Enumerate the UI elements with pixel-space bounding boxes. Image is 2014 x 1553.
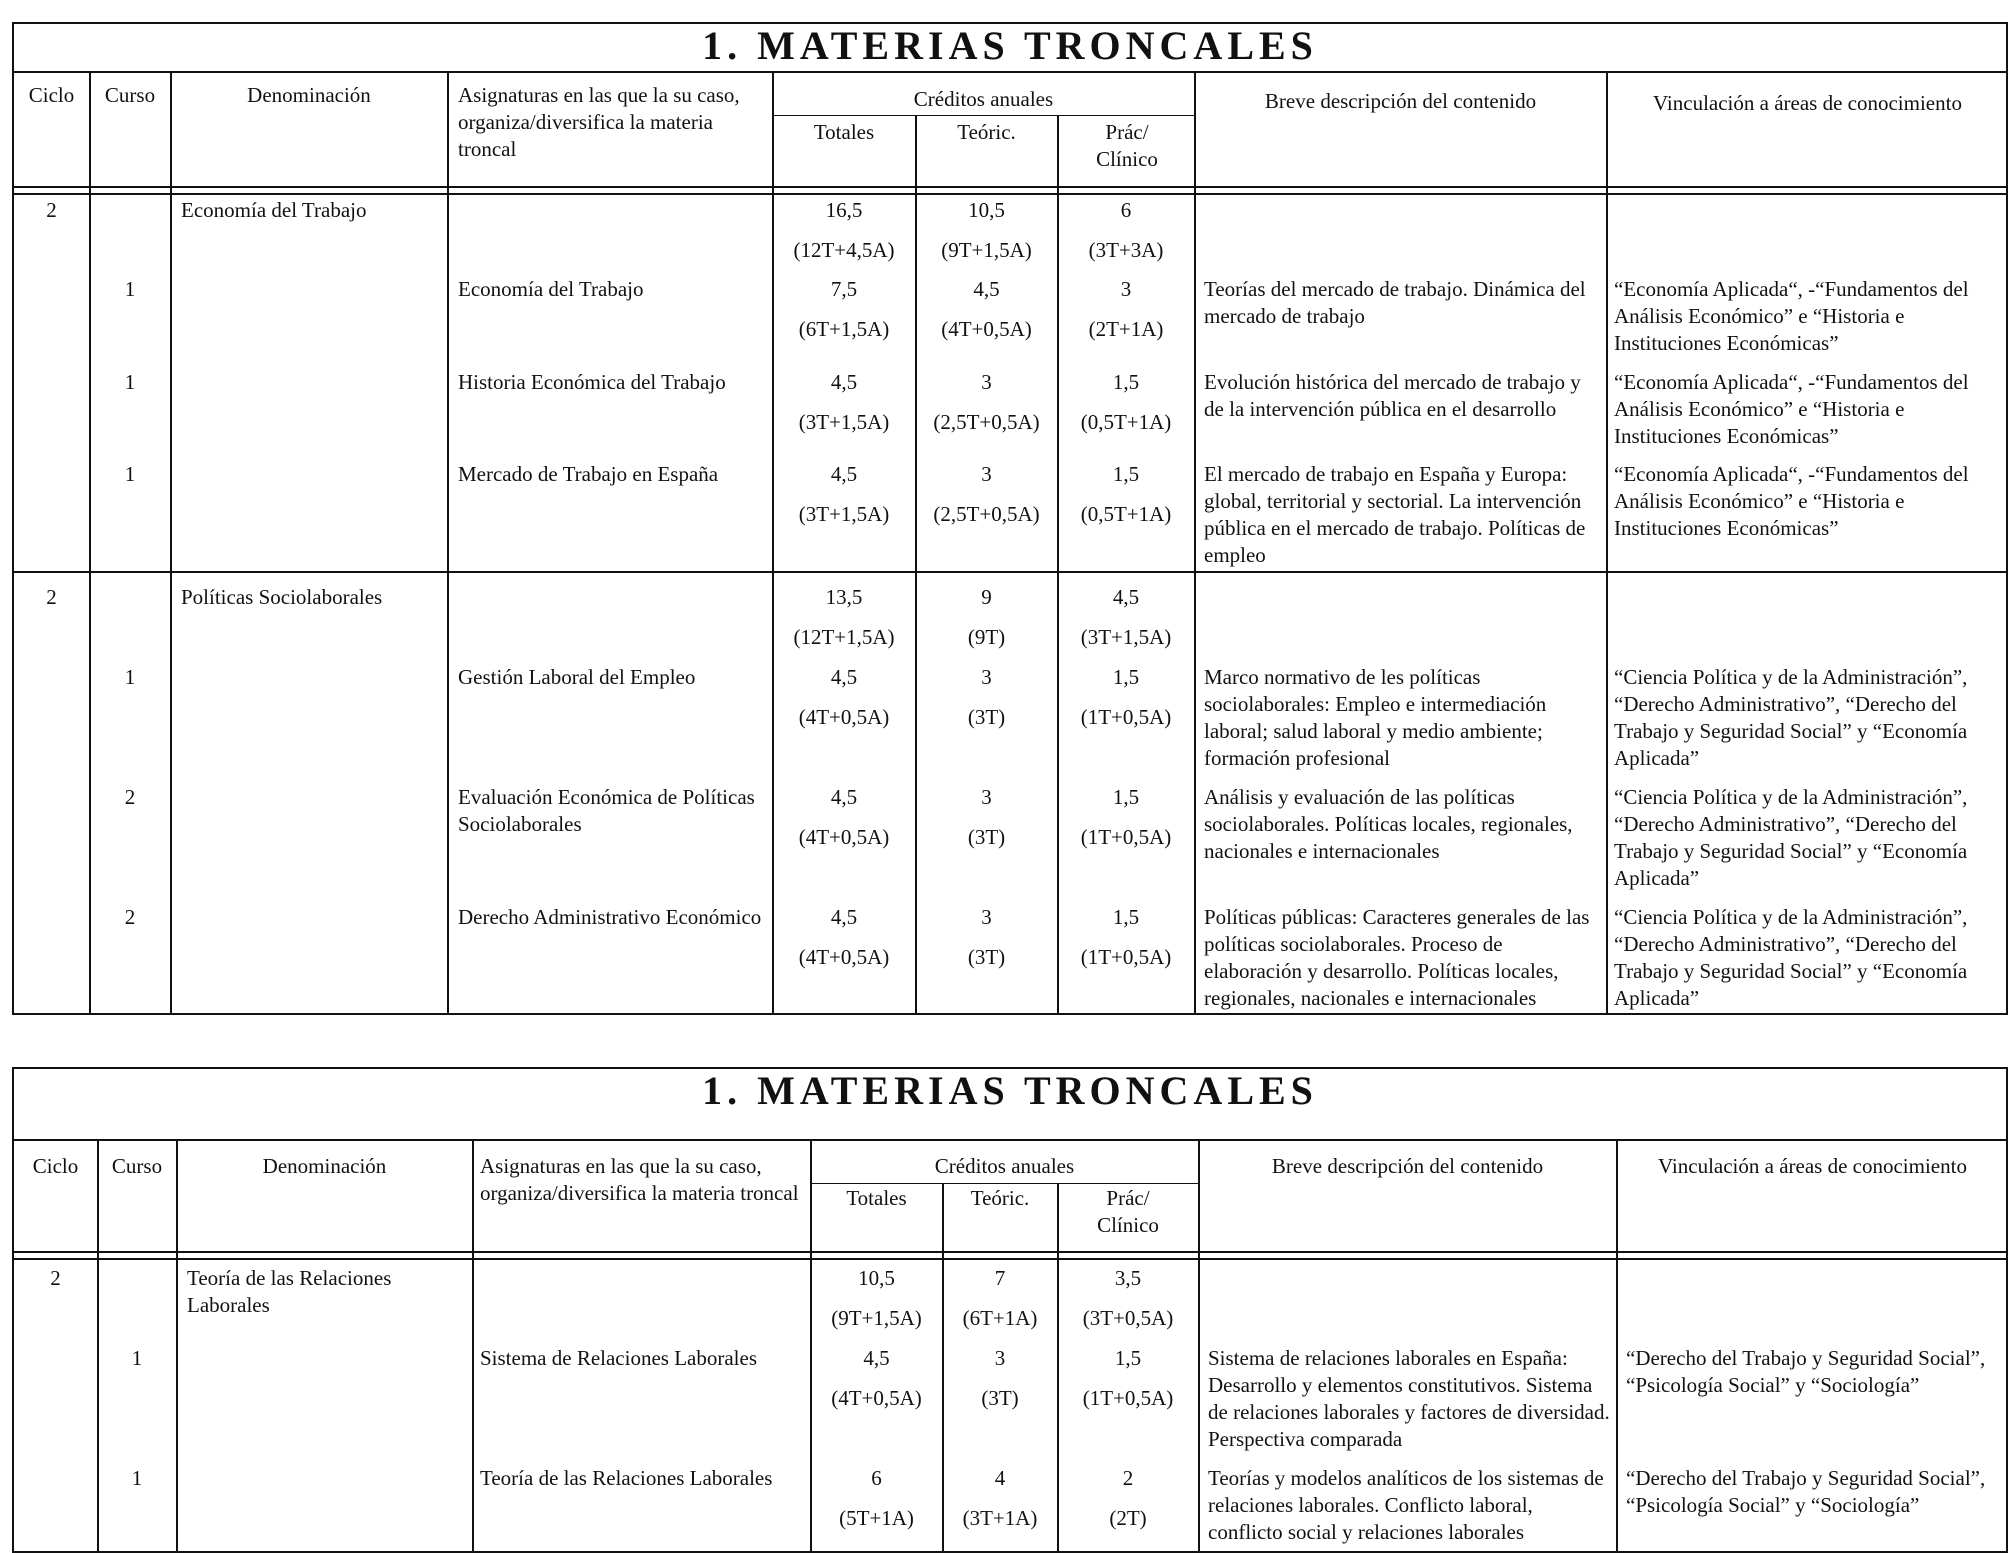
divider (1606, 71, 1608, 1015)
group-totales-detail: (12T+4,5A) (793, 238, 895, 262)
header-ciclo: Ciclo (32, 1154, 79, 1178)
divider (810, 1183, 1198, 1184)
row-prac-detail: (1T+0,5A) (1080, 945, 1172, 969)
row-teoric: 3 (981, 905, 992, 929)
header-descripcion: Breve descripción del contenido (1264, 89, 1537, 113)
row-curso: 1 (131, 1466, 143, 1490)
row-teoric-detail: (3T) (967, 945, 1006, 969)
divider (14, 71, 2008, 73)
group-teoric-detail: (9T+1,5A) (941, 238, 1032, 262)
header-creditos: Créditos anuales (913, 87, 1054, 111)
row-descripcion: El mercado de trabajo en España y Europa: global, territorial y sectorial. La intervención pública en el mercado de trabajo. Políticas de empleo (1204, 462, 1586, 567)
group-totales: 10,5 (858, 1266, 895, 1290)
group-denominacion: Teoría de las Relaciones Laborales (187, 1266, 392, 1317)
table-title: 1. MATERIAS TRONCALES (702, 23, 1318, 68)
group-prac: 3,5 (1114, 1266, 1142, 1290)
row-teoric: 3 (981, 665, 992, 689)
row-totales-detail: (6T+1,5A) (798, 317, 890, 341)
row-asignatura: Mercado de Trabajo en España (458, 462, 719, 486)
header-vinculacion: Vinculación a áreas de conocimiento (1653, 91, 1962, 115)
row-totales-detail: (5T+1A) (839, 1506, 914, 1530)
row-teoric-detail: (3T+1A) (962, 1506, 1038, 1530)
row-totales-detail: (4T+0,5A) (798, 825, 890, 849)
divider (170, 71, 172, 1015)
row-curso: 1 (124, 370, 136, 394)
row-vinculacion: “Economía Aplicada“, -“Fundamentos del Análisis Económico” e “Historia e Instituciones Económicas” (1614, 462, 1969, 540)
row-teoric: 3 (981, 370, 992, 394)
row-totales-detail: (3T+1,5A) (798, 502, 890, 526)
divider (472, 1139, 474, 1553)
row-totales: 4,5 (863, 1346, 890, 1370)
row-curso: 2 (124, 905, 136, 929)
header-descripcion: Breve descripción del contenido (1271, 1154, 1544, 1178)
group-ciclo: 2 (46, 585, 57, 609)
divider (14, 1258, 2008, 1260)
divider (1194, 71, 1196, 1015)
row-descripcion: Sistema de relaciones laborales en España: Desarrollo y elementos constitutivos. Sistema de relaciones laborales y factores de diversidad. Perspectiva comparada (1208, 1346, 1610, 1451)
row-asignatura: Economía del Trabajo (458, 277, 644, 301)
header-prac: Prác/ Clínico (1097, 1186, 1159, 1237)
row-asignatura: Sistema de Relaciones Laborales (480, 1346, 757, 1370)
row-totales: 4,5 (830, 665, 858, 689)
row-descripcion: Teorías y modelos analíticos de los sistemas de relaciones laborales. Conflicto laboral, conflicto social y relaciones laborales (1208, 1466, 1604, 1544)
group-prac-detail: (3T+0,5A) (1082, 1306, 1174, 1330)
row-curso: 1 (124, 462, 136, 486)
row-totales: 4,5 (830, 462, 858, 486)
group-ciclo: 2 (46, 198, 57, 222)
row-prac-detail: (1T+0,5A) (1080, 705, 1172, 729)
divider (14, 193, 2008, 195)
group-teoric-detail: (6T+1A) (962, 1306, 1038, 1330)
divider (89, 71, 91, 1015)
header-creditos: Créditos anuales (934, 1154, 1075, 1178)
header-teoric: Teóric. (970, 1186, 1030, 1210)
row-curso: 2 (124, 785, 136, 809)
row-totales: 4,5 (830, 785, 858, 809)
row-totales: 7,5 (830, 277, 858, 301)
group-prac: 4,5 (1112, 585, 1140, 609)
group-teoric: 9 (981, 585, 992, 609)
row-asignatura: Evaluación Económica de Políticas Sociolaborales (458, 785, 755, 836)
row-teoric-detail: (3T) (967, 705, 1006, 729)
row-prac-detail: (1T+0,5A) (1080, 825, 1172, 849)
row-totales: 6 (871, 1466, 882, 1490)
row-prac: 1,5 (1114, 1346, 1142, 1370)
header-denominacion: Denominación (247, 83, 371, 107)
row-prac: 1,5 (1112, 462, 1140, 486)
header-prac: Prác/ Clínico (1096, 120, 1158, 171)
group-totales-detail: (9T+1,5A) (831, 1306, 922, 1330)
divider (772, 115, 1194, 116)
table-title: 1. MATERIAS TRONCALES (702, 1068, 1318, 1113)
row-vinculacion: “Derecho del Trabajo y Seguridad Social”, “Psicología Social” y “Sociología” (1626, 1466, 1986, 1517)
row-teoric-detail: (3T) (967, 825, 1006, 849)
row-descripcion: Análisis y evaluación de las políticas sociolaborales. Políticas locales, regionales, nacionales e internacionales (1204, 785, 1573, 863)
row-prac: 2 (1122, 1466, 1134, 1490)
group-prac-detail: (3T+3A) (1088, 238, 1164, 262)
row-asignatura: Gestión Laboral del Empleo (458, 665, 696, 689)
row-curso: 1 (124, 665, 136, 689)
group-denominacion: Economía del Trabajo (181, 198, 367, 222)
header-totales: Totales (846, 1186, 907, 1210)
row-totales-detail: (4T+0,5A) (798, 945, 890, 969)
row-asignatura: Historia Económica del Trabajo (458, 370, 726, 394)
row-descripcion: Marco normativo de les políticas sociolaborales: Empleo e intermediación laboral; salud laboral y medio ambiente; formación profesional (1204, 665, 1547, 770)
header-asignaturas: Asignaturas en las que la su caso, organiza/diversifica la materia troncal (458, 83, 740, 161)
divider (176, 1139, 178, 1553)
row-descripcion: Políticas públicas: Caracteres generales de las políticas sociolaborales. Proceso de elaboración y desarrollo. Políticas locales, regionales, nacionales e internacionales (1204, 905, 1590, 1010)
header-vinculacion: Vinculación a áreas de conocimiento (1658, 1154, 1967, 1178)
row-totales-detail: (4T+0,5A) (831, 1386, 922, 1410)
row-vinculacion: “Economía Aplicada“, -“Fundamentos del Análisis Económico” e “Historia e Instituciones Económicas” (1614, 370, 1969, 448)
group-teoric: 10,5 (968, 198, 1005, 222)
header-totales: Totales (813, 120, 875, 144)
row-asignatura: Teoría de las Relaciones Laborales (480, 1466, 773, 1490)
group-denominacion: Políticas Sociolaborales (181, 585, 383, 609)
row-prac: 1,5 (1112, 785, 1140, 809)
row-vinculacion: “Ciencia Política y de la Administración”, “Derecho Administrativo”, “Derecho del Trabajo y Seguridad Social” y “Economía Aplicada” (1614, 665, 1968, 770)
header-curso: Curso (104, 83, 156, 107)
divider (14, 1251, 2008, 1253)
row-teoric: 3 (981, 462, 992, 486)
row-totales: 4,5 (830, 905, 858, 929)
divider (1616, 1139, 1618, 1553)
header-curso: Curso (111, 1154, 163, 1178)
divider (14, 571, 2008, 573)
row-totales-detail: (4T+0,5A) (798, 705, 890, 729)
row-teoric-detail: (2,5T+0,5A) (933, 502, 1040, 526)
materias-troncales-table-2 (12, 1067, 2008, 1553)
group-prac: 6 (1120, 198, 1132, 222)
header-ciclo: Ciclo (28, 83, 75, 107)
row-totales-detail: (3T+1,5A) (798, 410, 890, 434)
group-prac-detail: (3T+1,5A) (1080, 625, 1172, 649)
row-teoric-detail: (4T+0,5A) (941, 317, 1032, 341)
row-teoric: 3 (994, 1346, 1006, 1370)
group-totales-detail: (12T+1,5A) (793, 625, 895, 649)
divider (14, 186, 2008, 188)
row-curso: 1 (131, 1346, 143, 1370)
row-teoric: 4,5 (973, 277, 1000, 301)
row-totales: 4,5 (830, 370, 858, 394)
divider (1198, 1139, 1200, 1553)
row-prac: 1,5 (1112, 665, 1140, 689)
row-descripcion: Teorías del mercado de trabajo. Dinámica del mercado de trabajo (1204, 277, 1586, 328)
row-vinculacion: “Ciencia Política y de la Administración”, “Derecho Administrativo”, “Derecho del Trabajo y Seguridad Social” y “Economía Aplicada” (1614, 785, 1968, 890)
row-prac-detail: (2T) (1109, 1506, 1147, 1530)
row-teoric: 4 (994, 1466, 1006, 1490)
header-teoric: Teóric. (957, 120, 1016, 144)
row-teoric: 3 (981, 785, 992, 809)
row-prac: 1,5 (1112, 905, 1140, 929)
row-prac: 1,5 (1112, 370, 1140, 394)
group-teoric: 7 (994, 1266, 1006, 1290)
row-vinculacion: “Ciencia Política y de la Administración”, “Derecho Administrativo”, “Derecho del Trabajo y Seguridad Social” y “Economía Aplicada” (1614, 905, 1968, 1010)
header-denominacion: Denominación (262, 1154, 387, 1178)
row-vinculacion: “Economía Aplicada“, -“Fundamentos del Análisis Económico” e “Historia e Instituciones Económicas” (1614, 277, 1969, 355)
row-curso: 1 (124, 277, 136, 301)
row-prac-detail: (0,5T+1A) (1080, 502, 1172, 526)
row-descripcion: Evolución histórica del mercado de trabajo y de la intervención pública en el desarrollo (1204, 370, 1581, 421)
group-teoric-detail: (9T) (967, 625, 1006, 649)
row-prac-detail: (2T+1A) (1088, 317, 1164, 341)
row-vinculacion: “Derecho del Trabajo y Seguridad Social”, “Psicología Social” y “Sociología” (1626, 1346, 1986, 1397)
divider (447, 71, 449, 1015)
materias-troncales-table-1 (12, 22, 2008, 1015)
group-totales: 16,5 (825, 198, 863, 222)
row-asignatura: Derecho Administrativo Económico (458, 905, 762, 929)
row-prac: 3 (1120, 277, 1132, 301)
group-totales: 13,5 (825, 585, 863, 609)
header-asignaturas: Asignaturas en las que la su caso, organiza/diversifica la materia troncal (480, 1154, 799, 1205)
divider (14, 1139, 2008, 1141)
row-prac-detail: (0,5T+1A) (1080, 410, 1172, 434)
row-prac-detail: (1T+0,5A) (1082, 1386, 1174, 1410)
group-ciclo: 2 (50, 1266, 61, 1290)
row-teoric-detail: (2,5T+0,5A) (933, 410, 1040, 434)
row-teoric-detail: (3T) (981, 1386, 1019, 1410)
